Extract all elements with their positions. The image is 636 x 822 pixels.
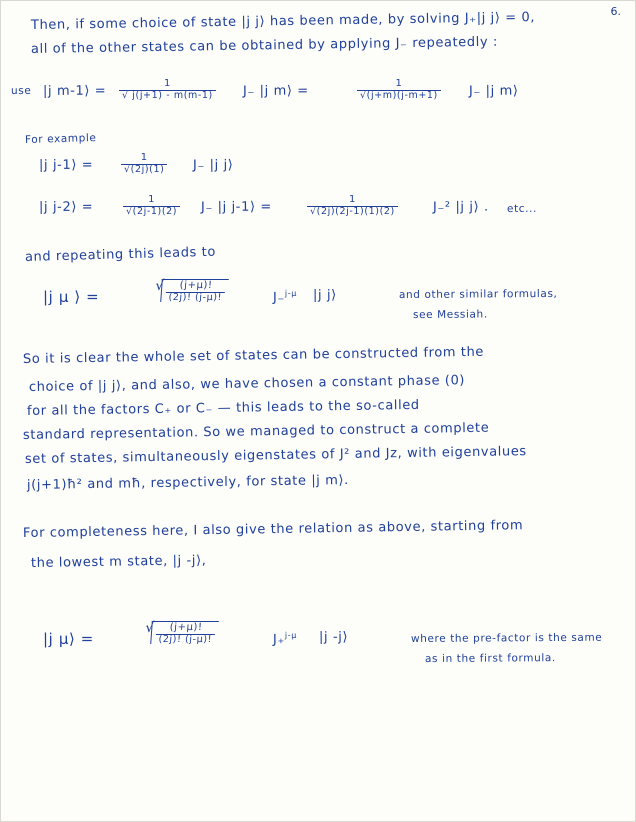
eq5-note-line-2: as in the first formula.: [424, 652, 556, 665]
eq3-etc: etc...: [506, 202, 538, 215]
eq1-fraction-2: [357, 79, 441, 100]
text-line-15: For completeness here, I also give the relation as above, starting from: [22, 518, 524, 541]
eq4-operator-exponent: j-μ: [284, 288, 297, 298]
eq4-lhs: |j μ ⟩ =: [42, 287, 100, 306]
eq2-fraction: [121, 153, 167, 174]
text-line-1: Then, if some choice of state |j j⟩ has been made, by solving J₊|j j⟩ = 0,: [30, 10, 536, 33]
text-line-2: all of the other states can be obtained by applying J₋ repeatedly :: [30, 34, 499, 57]
eq1-lhs: |j m-1⟩ =: [42, 83, 107, 99]
eq4-ket: |j j⟩: [312, 287, 337, 303]
eq1-frac2-numerator: 1: [395, 78, 403, 89]
eq1-frac1-numerator: 1: [163, 78, 171, 89]
eq3-middle: J₋ |j j-1⟩ =: [200, 199, 272, 215]
eq1-fraction-1: [119, 79, 216, 100]
eq3-frac1-numerator: 1: [148, 194, 156, 205]
eq4-frac-numerator: √ (j+μ)!: [179, 280, 213, 291]
text-line-7: and repeating this leads to: [24, 244, 217, 265]
text-line-9: So it is clear the whole set of states can be constructed from the: [22, 344, 485, 367]
use-label: use: [10, 84, 32, 97]
eq4-note-line-2: see Messiah.: [412, 308, 488, 321]
eq5-operator-symbol: J₊: [272, 632, 285, 648]
eq1-frac1-denominator: √ j(j+1) - m(m-1): [119, 90, 216, 101]
eq3-fraction-1: [123, 195, 180, 216]
eq1-frac2-denominator: √(j+m)(j-m+1): [357, 90, 441, 101]
eq4-sqrt-fraction: [161, 279, 228, 302]
eq1-rhs: J₋ |j m⟩: [468, 83, 519, 99]
eq3-frac1-denominator: √(2j-1)(2): [123, 206, 180, 217]
eq4-note-line-1: and other similar formulas,: [398, 287, 558, 301]
eq4-operator: [273, 289, 297, 306]
text-line-16: the lowest m state, |j -j⟩,: [30, 553, 207, 571]
eq3-lhs: |j j-2⟩ =: [38, 199, 94, 215]
eq1-middle: J₋ |j m⟩ =: [242, 83, 309, 99]
text-line-12: standard representation. So we managed to construct a complete: [22, 420, 490, 443]
eq3-frac2-numerator: 1: [348, 194, 356, 205]
text-line-11: for all the factors C₊ or C₋ — this leads to the so-called: [26, 397, 420, 419]
eq5-frac-denominator: (2j)! (j-μ)!: [155, 634, 215, 645]
eq4-operator-symbol: J₋: [272, 290, 285, 306]
eq5-lhs: |j μ⟩ =: [42, 629, 94, 648]
text-line-14: j(j+1)ħ² and mħ, respectively, for state |j m⟩.: [26, 472, 349, 493]
eq2-frac-numerator: 1: [140, 152, 148, 163]
eq5-sqrt-fraction: [151, 621, 218, 644]
eq2-frac-denominator: √(2j)(1): [121, 164, 167, 175]
eq5-operator: [273, 631, 297, 648]
for-example-label: For example: [24, 132, 97, 146]
eq3-fraction-2: [307, 195, 398, 216]
eq5-note-line-1: where the pre-factor is the same: [410, 631, 603, 645]
eq2-lhs: |j j-1⟩ =: [38, 157, 94, 173]
eq5-ket: |j -j⟩: [318, 629, 349, 645]
page-number: 6.: [610, 5, 621, 18]
text-line-10: choice of |j j⟩, and also, we have chosen a constant phase (0): [28, 373, 466, 395]
eq5-frac-numerator: √ (j+μ)!: [169, 622, 203, 633]
eq5-operator-exponent: j-μ: [284, 630, 297, 640]
eq2-rhs: J₋ |j j⟩: [192, 157, 234, 173]
eq4-frac-denominator: (2j)! (j-μ)!: [165, 292, 225, 303]
text-line-13: set of states, simultaneously eigenstates of J² and Jᴢ, with eigenvalues: [24, 444, 527, 467]
eq3-frac2-denominator: √(2j)(2j-1)(1)(2): [307, 206, 398, 217]
eq3-rhs: J₋² |j j⟩ .: [432, 199, 489, 215]
